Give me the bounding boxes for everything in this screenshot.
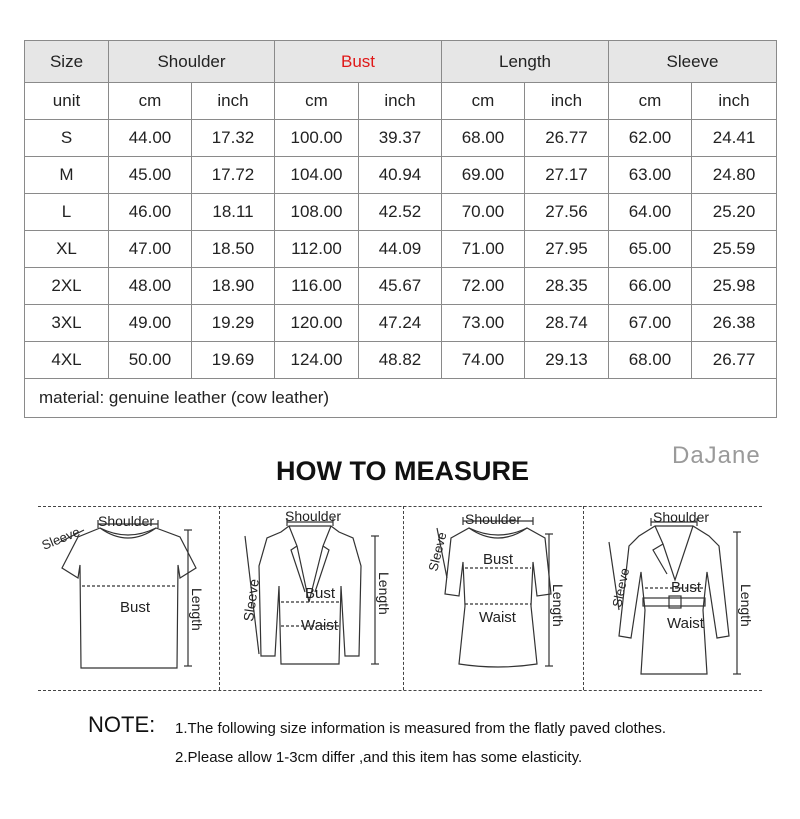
measurement-cell: 48.00 bbox=[109, 268, 192, 305]
measurement-cell: 17.72 bbox=[192, 157, 275, 194]
material-row bbox=[25, 379, 777, 418]
measurement-cell: 48.82 bbox=[359, 342, 442, 379]
size-label-cell: M bbox=[25, 157, 109, 194]
measurement-cell: 67.00 bbox=[609, 305, 692, 342]
measurement-cell: 19.69 bbox=[192, 342, 275, 379]
measurement-cell: 70.00 bbox=[442, 194, 525, 231]
blazer-figure bbox=[219, 506, 403, 690]
measurement-cell: 18.11 bbox=[192, 194, 275, 231]
coat-length-label: Length bbox=[738, 584, 754, 627]
size-label-cell: S bbox=[25, 120, 109, 157]
coat-shoulder-label: Shoulder bbox=[653, 509, 710, 525]
measurement-cell: 25.98 bbox=[692, 268, 777, 305]
measurement-cell: 24.80 bbox=[692, 157, 777, 194]
blazer-sleeve-label: Sleeve bbox=[240, 577, 262, 623]
measurement-cell: 27.17 bbox=[525, 157, 609, 194]
table-row bbox=[25, 305, 777, 342]
measurement-cell: 71.00 bbox=[442, 231, 525, 268]
measurement-cell: 45.00 bbox=[109, 157, 192, 194]
table-row bbox=[25, 157, 777, 194]
measurement-cell: 26.38 bbox=[692, 305, 777, 342]
measurement-cell: 27.56 bbox=[525, 194, 609, 231]
tshirt-bust-label: Bust bbox=[120, 599, 151, 616]
tshirt-shoulder-label: Shoulder bbox=[98, 513, 155, 529]
tshirt-length-label: Length bbox=[189, 588, 205, 631]
size-label-cell: 3XL bbox=[25, 305, 109, 342]
trench-coat-outline bbox=[619, 526, 729, 674]
measurement-cell: 69.00 bbox=[442, 157, 525, 194]
measurement-cell: 65.00 bbox=[609, 231, 692, 268]
unit-cell: cm bbox=[109, 83, 192, 120]
measurement-cell: 46.00 bbox=[109, 194, 192, 231]
measurement-cell: 68.00 bbox=[442, 120, 525, 157]
measurement-cell: 28.74 bbox=[525, 305, 609, 342]
measurement-cell: 73.00 bbox=[442, 305, 525, 342]
measurement-cell: 25.59 bbox=[692, 231, 777, 268]
size-label-cell: L bbox=[25, 194, 109, 231]
measurement-cell: 45.67 bbox=[359, 268, 442, 305]
measurement-cell: 64.00 bbox=[609, 194, 692, 231]
note-line-2: 2.Please allow 1-3cm differ ,and this item has some elasticity. bbox=[175, 749, 583, 766]
header-sleeve: Sleeve bbox=[609, 41, 777, 83]
blazer-shoulder-label: Shoulder bbox=[285, 508, 342, 524]
measurement-cell: 40.94 bbox=[359, 157, 442, 194]
brand-watermark: DaJane bbox=[672, 442, 761, 469]
blazer-waist-label: Waist bbox=[301, 617, 338, 634]
measurement-cell: 62.00 bbox=[609, 120, 692, 157]
how-to-measure-title: HOW TO MEASURE bbox=[275, 456, 529, 486]
dress-figure bbox=[403, 506, 583, 690]
measurement-cell: 68.00 bbox=[609, 342, 692, 379]
measurement-cell: 27.95 bbox=[525, 231, 609, 268]
unit-cell: inch bbox=[192, 83, 275, 120]
measurement-cell: 25.20 bbox=[692, 194, 777, 231]
measurement-cell: 124.00 bbox=[275, 342, 359, 379]
header-shoulder: Shoulder bbox=[109, 41, 275, 83]
size-table bbox=[24, 40, 777, 418]
measurement-cell: 19.29 bbox=[192, 305, 275, 342]
measurement-cell: 18.90 bbox=[192, 268, 275, 305]
header-bust: Bust bbox=[275, 41, 442, 83]
measurement-cell: 39.37 bbox=[359, 120, 442, 157]
unit-cell: cm bbox=[609, 83, 692, 120]
dress-outline bbox=[445, 528, 551, 667]
coat-sleeve-label: Sleeve bbox=[609, 566, 633, 609]
measurement-cell: 24.41 bbox=[692, 120, 777, 157]
unit-cell: inch bbox=[359, 83, 442, 120]
measurement-cell: 42.52 bbox=[359, 194, 442, 231]
measurement-cell: 63.00 bbox=[609, 157, 692, 194]
unit-cell: inch bbox=[525, 83, 609, 120]
unit-cell: cm bbox=[275, 83, 359, 120]
tshirt-outline bbox=[62, 528, 196, 668]
blazer-length-label: Length bbox=[376, 572, 392, 615]
measurement-cell: 104.00 bbox=[275, 157, 359, 194]
dress-bust-label: Bust bbox=[483, 551, 514, 568]
measurement-cell: 17.32 bbox=[192, 120, 275, 157]
measurement-cell: 116.00 bbox=[275, 268, 359, 305]
measurement-cell: 74.00 bbox=[442, 342, 525, 379]
measurement-cell: 100.00 bbox=[275, 120, 359, 157]
unit-row bbox=[25, 83, 777, 120]
dress-sleeve-label: Sleeve bbox=[425, 530, 450, 573]
unit-cell: unit bbox=[25, 83, 109, 120]
table-header-row bbox=[25, 41, 777, 83]
table-row bbox=[25, 231, 777, 268]
measurement-cell: 120.00 bbox=[275, 305, 359, 342]
coat-waist-label: Waist bbox=[667, 615, 704, 632]
unit-cell: inch bbox=[692, 83, 777, 120]
size-label-cell: 2XL bbox=[25, 268, 109, 305]
trench-coat-figure bbox=[583, 506, 762, 690]
blazer-bust-label: Bust bbox=[305, 585, 336, 602]
measurement-cell: 44.00 bbox=[109, 120, 192, 157]
measurement-cell: 72.00 bbox=[442, 268, 525, 305]
measurement-cell: 44.09 bbox=[359, 231, 442, 268]
material-cell: material: genuine leather (cow leather) bbox=[25, 379, 777, 418]
table-row bbox=[25, 120, 777, 157]
measurement-cell: 47.00 bbox=[109, 231, 192, 268]
measurement-cell: 108.00 bbox=[275, 194, 359, 231]
dress-length-label: Length bbox=[550, 584, 566, 627]
tshirt-figure bbox=[38, 506, 219, 690]
measurement-cell: 47.24 bbox=[359, 305, 442, 342]
coat-bust-label: Bust bbox=[671, 579, 702, 596]
dress-shoulder-label: Shoulder bbox=[465, 511, 522, 527]
measurement-cell: 26.77 bbox=[525, 120, 609, 157]
measurement-cell: 66.00 bbox=[609, 268, 692, 305]
note-label: NOTE: bbox=[88, 712, 156, 737]
figures-bottom-border bbox=[38, 690, 762, 691]
measurement-cell: 28.35 bbox=[525, 268, 609, 305]
measurement-cell: 112.00 bbox=[275, 231, 359, 268]
table-row bbox=[25, 268, 777, 305]
header-length: Length bbox=[442, 41, 609, 83]
measurement-cell: 50.00 bbox=[109, 342, 192, 379]
measurement-cell: 49.00 bbox=[109, 305, 192, 342]
note-line-1: 1.The following size information is measured from the flatly paved clothes. bbox=[175, 720, 667, 737]
measurement-cell: 26.77 bbox=[692, 342, 777, 379]
header-size: Size bbox=[25, 41, 109, 83]
dress-waist-label: Waist bbox=[479, 609, 516, 626]
size-label-cell: XL bbox=[25, 231, 109, 268]
unit-cell: cm bbox=[442, 83, 525, 120]
table-row bbox=[25, 194, 777, 231]
table-row bbox=[25, 342, 777, 379]
measurement-cell: 18.50 bbox=[192, 231, 275, 268]
measurement-cell: 29.13 bbox=[525, 342, 609, 379]
size-label-cell: 4XL bbox=[25, 342, 109, 379]
tshirt-sleeve-label: Sleeve bbox=[39, 523, 82, 553]
